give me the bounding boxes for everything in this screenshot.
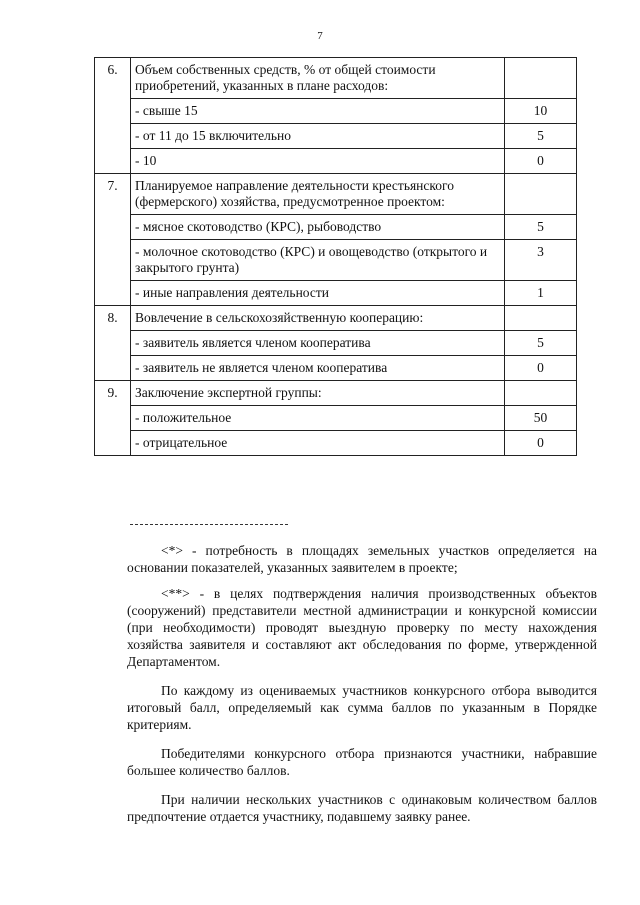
criterion-text: - 10	[131, 149, 505, 174]
table-row	[95, 356, 577, 381]
criterion-score	[505, 381, 577, 406]
table-row	[95, 281, 577, 306]
criterion-score: 5	[505, 215, 577, 240]
criterion-score: 10	[505, 99, 577, 124]
criterion-score: 1	[505, 281, 577, 306]
criterion-number: 9.	[95, 381, 131, 456]
criterion-text: - положительное	[131, 406, 505, 431]
criterion-text: - от 11 до 15 включительно	[131, 124, 505, 149]
criterion-score: 50	[505, 406, 577, 431]
criterion-score: 0	[505, 149, 577, 174]
criterion-text: - иные направления деятельности	[131, 281, 505, 306]
body-paragraph: По каждому из оцениваемых участников конкурсного отбора выводится итоговый балл, определяемый как сумма баллов по указанным в Порядке критериям.	[127, 683, 597, 732]
footnote-separator	[130, 524, 288, 525]
criterion-number: 6.	[95, 58, 131, 174]
table-row	[95, 174, 577, 215]
criterion-score	[505, 58, 577, 99]
table-row	[95, 99, 577, 124]
table-row	[95, 149, 577, 174]
table-row	[95, 431, 577, 456]
criterion-score: 5	[505, 124, 577, 149]
criterion-text: Вовлечение в сельскохозяйственную кооперацию:	[131, 306, 505, 331]
footnote-paragraph: <**> - в целях подтверждения наличия производственных объектов (сооружений) представители местной администрации и конкурсной комиссии (при необходимости) проводят выездную проверку по месту нахождения хозяйства заявителя и составляют акт обследования по форме, утвержденной Департаментом.	[127, 586, 597, 669]
criterion-score: 0	[505, 431, 577, 456]
criterion-score: 5	[505, 331, 577, 356]
table-row	[95, 306, 577, 331]
body-paragraph: При наличии нескольких участников с одинаковым количеством баллов предпочтение отдается участнику, подавшему заявку ранее.	[127, 792, 597, 824]
table-row	[95, 124, 577, 149]
notes-section	[127, 540, 597, 834]
criterion-score	[505, 306, 577, 331]
criterion-text: - заявитель не является членом кооператива	[131, 356, 505, 381]
body-paragraph: Победителями конкурсного отбора признаются участники, набравшие большее количество баллов.	[127, 746, 597, 778]
criterion-number: 8.	[95, 306, 131, 381]
criterion-number: 7.	[95, 174, 131, 306]
table-row	[95, 331, 577, 356]
criteria-table	[94, 57, 577, 456]
criterion-text: Заключение экспертной группы:	[131, 381, 505, 406]
criterion-text: Планируемое направление деятельности крестьянского (фермерского) хозяйства, предусмотренное проектом:	[131, 174, 505, 215]
table-row	[95, 381, 577, 406]
criterion-text: - отрицательное	[131, 431, 505, 456]
criterion-score: 3	[505, 240, 577, 281]
criterion-text: - мясное скотоводство (КРС), рыбоводство	[131, 215, 505, 240]
footnote-paragraph: <*> - потребность в площадях земельных участков определяется на основании показателей, указанных заявителем в проекте;	[127, 543, 597, 575]
criterion-text: Объем собственных средств, % от общей стоимости приобретений, указанных в плане расходов:	[131, 58, 505, 99]
page-number: 7	[317, 30, 323, 42]
criterion-text: - заявитель является членом кооператива	[131, 331, 505, 356]
table-row	[95, 215, 577, 240]
table-row	[95, 240, 577, 281]
criterion-score	[505, 174, 577, 215]
table-row	[95, 406, 577, 431]
criterion-text: - свыше 15	[131, 99, 505, 124]
table-row	[95, 58, 577, 99]
criterion-score: 0	[505, 356, 577, 381]
criterion-text: - молочное скотоводство (КРС) и овощеводство (открытого и закрытого грунта)	[131, 240, 505, 281]
